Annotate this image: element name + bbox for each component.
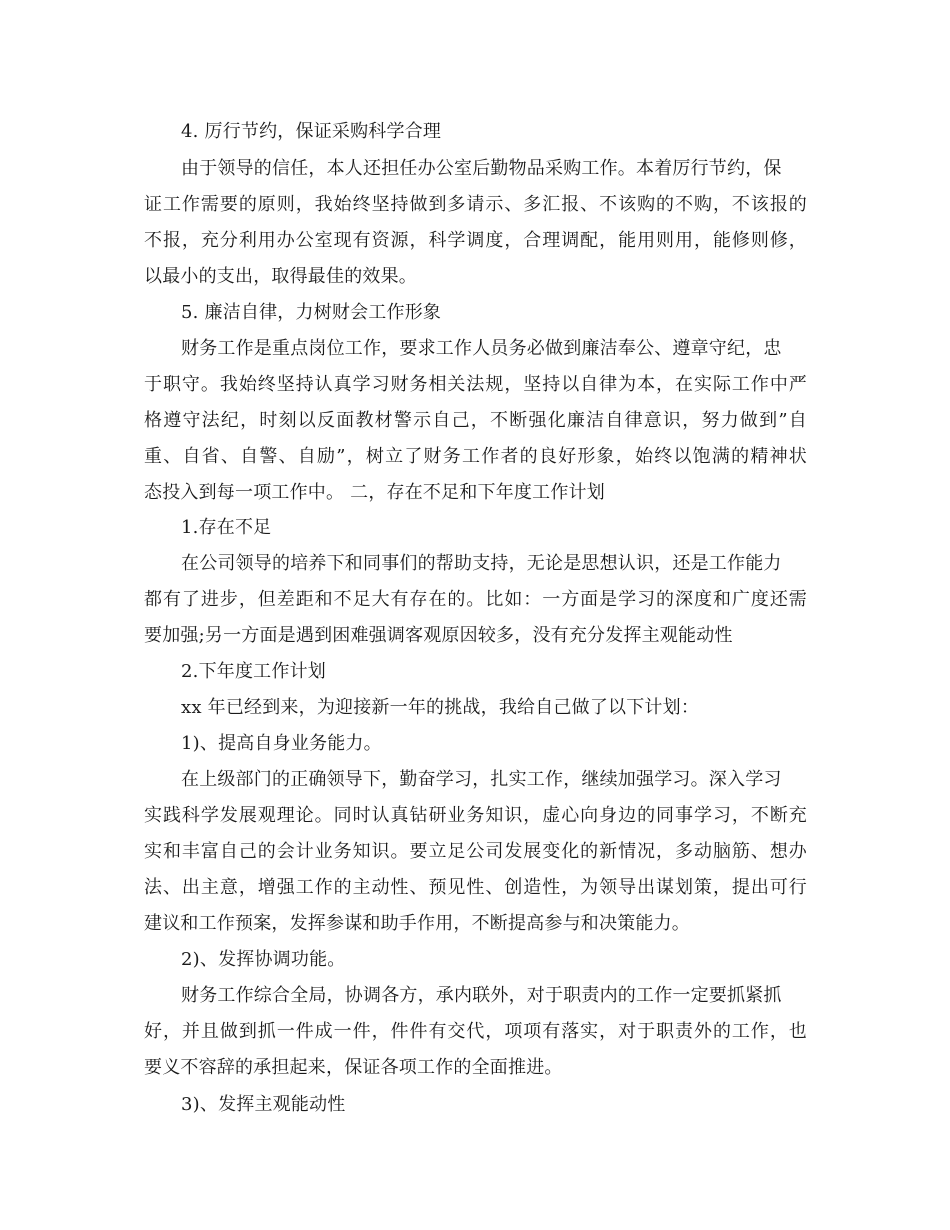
paragraph-line: 重、自省、自警、自励”，树立了财务工作者的良好形象，始终以饱满的精神状 bbox=[144, 446, 807, 467]
paragraph-line: 法、出主意，增强工作的主动性、预见性、创造性，为领导出谋划策，提出可行 bbox=[144, 877, 807, 898]
paragraph-line: 以最小的支出，取得最佳的效果。 bbox=[144, 266, 417, 287]
paragraph-line: 不报，充分利用办公室现有资源，科学调度，合理调配，能用则用，能修则修， bbox=[144, 230, 807, 251]
paragraph-line: 实践科学发展观理论。同时认真钻研业务知识，虚心向身边的同事学习，不断充 bbox=[144, 805, 807, 826]
paragraph-line: 在公司领导的培养下和同事们的帮助支持，无论是思想认识，还是工作能力 bbox=[181, 553, 782, 574]
subheading-next-year-plan: 2.下年度工作计划 bbox=[181, 661, 326, 682]
paragraph-line: xx 年已经到来，为迎接新一年的挑战，我给自己做了以下计划： bbox=[181, 697, 700, 718]
paragraph-line: 财务工作综合全局，协调各方，承内联外，对于职责内的工作一定要抓紧抓 bbox=[181, 985, 782, 1006]
paragraph-line: 建议和工作预案，发挥参谋和助手作用，不断提高参与和决策能力。 bbox=[144, 913, 690, 934]
paragraph-line: 由于领导的信任，本人还担任办公室后勤物品采购工作。本着厉行节约，保 bbox=[181, 158, 782, 179]
paragraph-line: 都有了进步，但差距和不足大有存在的。比如：一方面是学习的深度和广度还需 bbox=[144, 589, 807, 610]
paragraph-line: 财务工作是重点岗位工作，要求工作人员务必做到廉洁奉公、遵章守纪，忠 bbox=[181, 338, 782, 359]
list-item-heading-1: 1)、提高自身业务能力。 bbox=[181, 733, 382, 754]
subheading-shortcomings: 1.存在不足 bbox=[181, 517, 272, 538]
heading-5-integrity: 5. 廉洁自律，力树财会工作形象 bbox=[181, 302, 442, 323]
paragraph-line: 要义不容辞的承担起来，保证各项工作的全面推进。 bbox=[144, 1057, 563, 1078]
heading-4-thrift: 4. 厉行节约，保证采购科学合理 bbox=[181, 121, 442, 142]
paragraph-line: 格遵守法纪，时刻以反面教材警示自己，不断强化廉洁自律意识，努力做到”自 bbox=[144, 410, 807, 431]
paragraph-line: 实和丰富自己的会计业务知识。要立足公司发展变化的新情况，多动脑筋、想办 bbox=[144, 841, 807, 862]
paragraph-line: 证工作需要的原则，我始终坚持做到多请示、多汇报、不该购的不购，不该报的 bbox=[144, 194, 807, 215]
paragraph-line-with-section-two: 态投入到每一项工作中。 二，存在不足和下年度工作计划 bbox=[144, 482, 605, 503]
paragraph-line: 要加强;另一方面是遇到困难强调客观原因较多，没有充分发挥主观能动性 bbox=[144, 625, 733, 646]
list-item-heading-2: 2)、发挥协调功能。 bbox=[181, 949, 346, 970]
list-item-heading-3: 3)、发挥主观能动性 bbox=[181, 1094, 346, 1115]
paragraph-line: 在上级部门的正确领导下，勤奋学习，扎实工作，继续加强学习。深入学习 bbox=[181, 769, 782, 790]
paragraph-line: 于职守。我始终坚持认真学习财务相关法规，坚持以自律为本，在实际工作中严 bbox=[144, 374, 807, 395]
paragraph-line: 好，并且做到抓一件成一件，件件有交代，项项有落实，对于职责外的工作，也 bbox=[144, 1021, 807, 1042]
